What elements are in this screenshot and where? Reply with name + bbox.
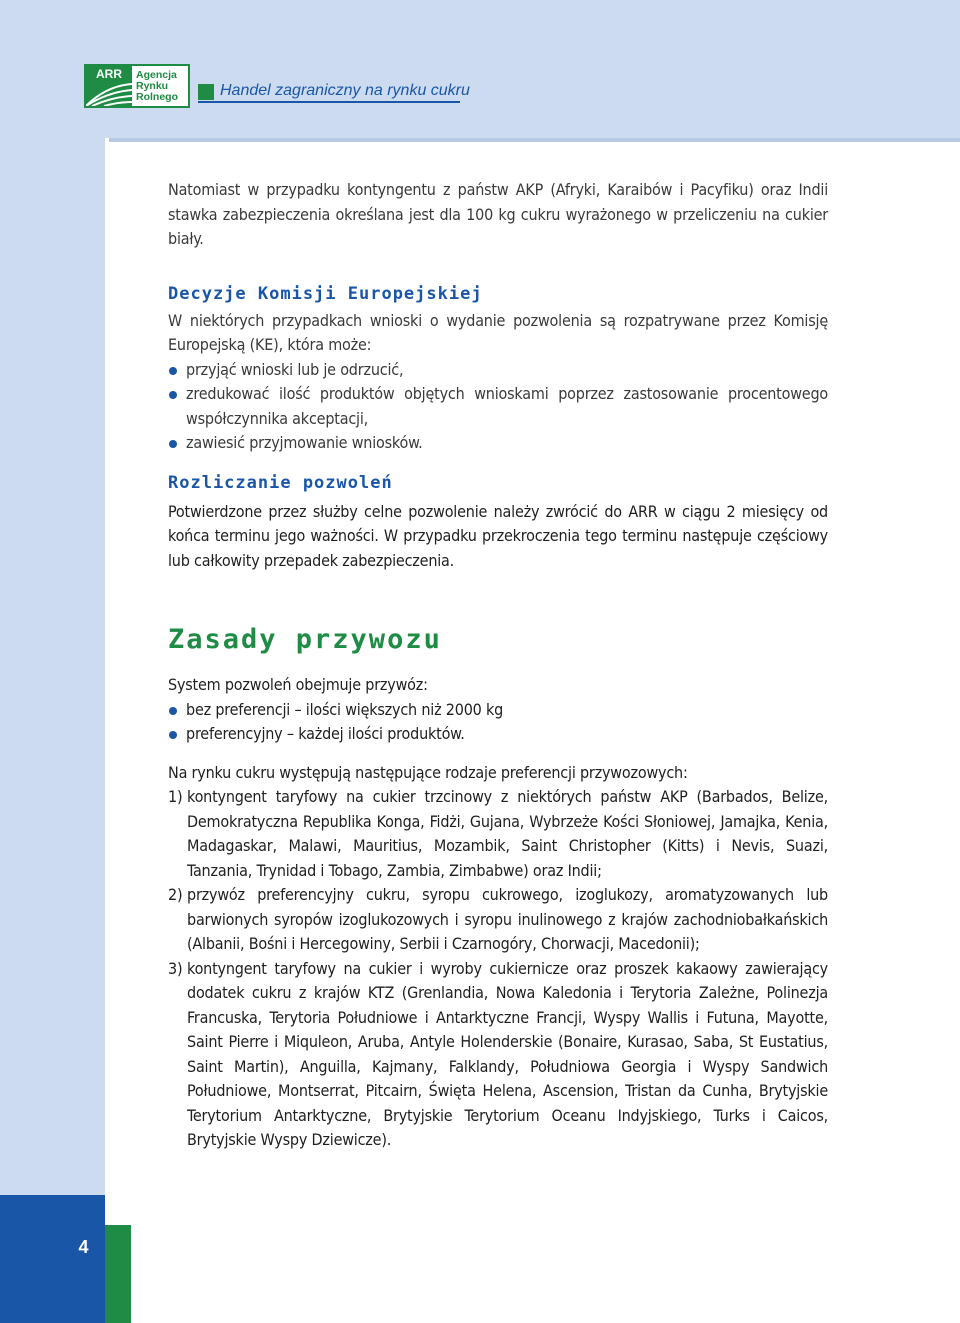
header-square-icon xyxy=(198,84,214,100)
page-sheet-shadow xyxy=(109,138,960,142)
list-item: zredukować ilość produktów objętych wnioskami poprzez zastosowanie procentowego współczynnika akceptacji, xyxy=(168,382,828,431)
section-heading-settlement: Rozliczanie pozwoleń xyxy=(168,472,393,493)
logo-word-1: Agencja xyxy=(136,68,177,81)
logo-mark xyxy=(86,66,132,106)
field-stripes-icon xyxy=(86,80,132,106)
logo-word-3: Rolnego xyxy=(136,90,178,103)
page-content xyxy=(168,178,828,1153)
import-list xyxy=(168,698,828,747)
section-heading-decisions: Decyzje Komisji Europejskiej xyxy=(168,283,483,304)
header-underline xyxy=(198,101,460,103)
list-item: 2) przywóz preferencyjny cukru, syropu cukrowego, izoglukozy, aromatyzowanych lub barwionych syropów izoglukozowych i syropu inulinowego z krajów zachodniobałkańskich (Albanii, Bośni i Hercegowiny, Serbii i Czarnogóry, Chorwacji, Macedonii); xyxy=(168,885,828,953)
agency-logo xyxy=(84,64,190,108)
list-item: 3) kontyngent taryfowy na cukier i wyroby cukiernicze oraz proszek kakaowy zawierający dodatek cukru z krajów KTZ (Grenlandia, Nowa Kaledonia i Terytoria Zależne, Polinezja Francuska, Terytoria Południowe i Antarktyczne Francji, Wyspy Wallis i Futuna, Mayotte, Saint Pierre i Miquleon, Aruba, Antyle Holenderskie (Bonaire, Kurasao, Saba, St Eustatius, Saint Martin), Anguilla, Kajmany, Falklandy, Południowa Georgia i Wyspy Sandwich Południowe, Montserrat, Pitcairn, Święta Helena, Ascension, Tristan da Cunha, Brytyjskie Terytorium Antarktyczne, Brytyjskie Terytorium Oceanu Indyjskiego, Turks i Caicos, Brytyjskie Wyspy Dziewicze). xyxy=(168,958,828,1149)
list-item: 1) kontyngent taryfowy na cukier trzcinowy z niektórych państw AKP (Barbados, Belize, Demokratyczna Republika Konga, Fidżi, Gujana, Wybrzeże Kości Słoniowej, Jamajka, Kenia, Madagaskar, Malawi, Mauritius, Mozambik, Saint Christopher (Kitts) i Nevis, Suazi, Tanzania, Trynidad i Tobago, Zambia, Zimbabwe) oraz Indii; xyxy=(168,787,828,880)
page-number: 4 xyxy=(78,1237,89,1257)
decisions-lead: W niektórych przypadkach wnioski o wydanie pozwolenia są rozpatrywane przez Komisję Europejską (KE), która może: xyxy=(168,310,828,354)
list-item: preferencyjny – każdej ilości produktów. xyxy=(168,722,828,747)
preferences-list xyxy=(168,785,828,1153)
logo-words xyxy=(132,66,188,106)
logo-word-2: Rynku xyxy=(136,79,169,92)
page-number-tab xyxy=(0,1195,105,1323)
logo-mark-text: ARR xyxy=(96,67,122,81)
preferences-lead: Na rynku cukru występują następujące rodzaje preferencji przywozowych: xyxy=(168,762,688,782)
list-item: przyjąć wnioski lub je odrzucić, xyxy=(168,358,828,383)
section-heading-import-rules: Zasady przywozu xyxy=(168,624,442,655)
import-lead: System pozwoleń obejmuje przywóz: xyxy=(168,675,428,694)
settlement-paragraph: Potwierdzone przez służby celne pozwolenie należy zwrócić do ARR w ciągu 2 miesięcy od końca terminu jego ważności. W przypadku przekroczenia tego terminu następuje częściowy lub całkowity przepadek zabezpieczenia. xyxy=(168,501,828,570)
header-title: Handel zagraniczny na rynku cukru xyxy=(220,82,470,99)
list-item: zawiesić przyjmowanie wniosków. xyxy=(168,431,828,456)
decisions-list xyxy=(168,358,828,456)
intro-paragraph: Natomiast w przypadku kontyngentu z państw AKP (Afryki, Karaibów i Pacyfiku) oraz Indii stawka zabezpieczenia określana jest dla 100 kg cukru wyrażonego w przeliczeniu na cukier biały. xyxy=(168,180,828,248)
page-number-accent xyxy=(105,1225,131,1323)
list-item: bez preferencji – ilości większych niż 2000 kg xyxy=(168,698,828,723)
